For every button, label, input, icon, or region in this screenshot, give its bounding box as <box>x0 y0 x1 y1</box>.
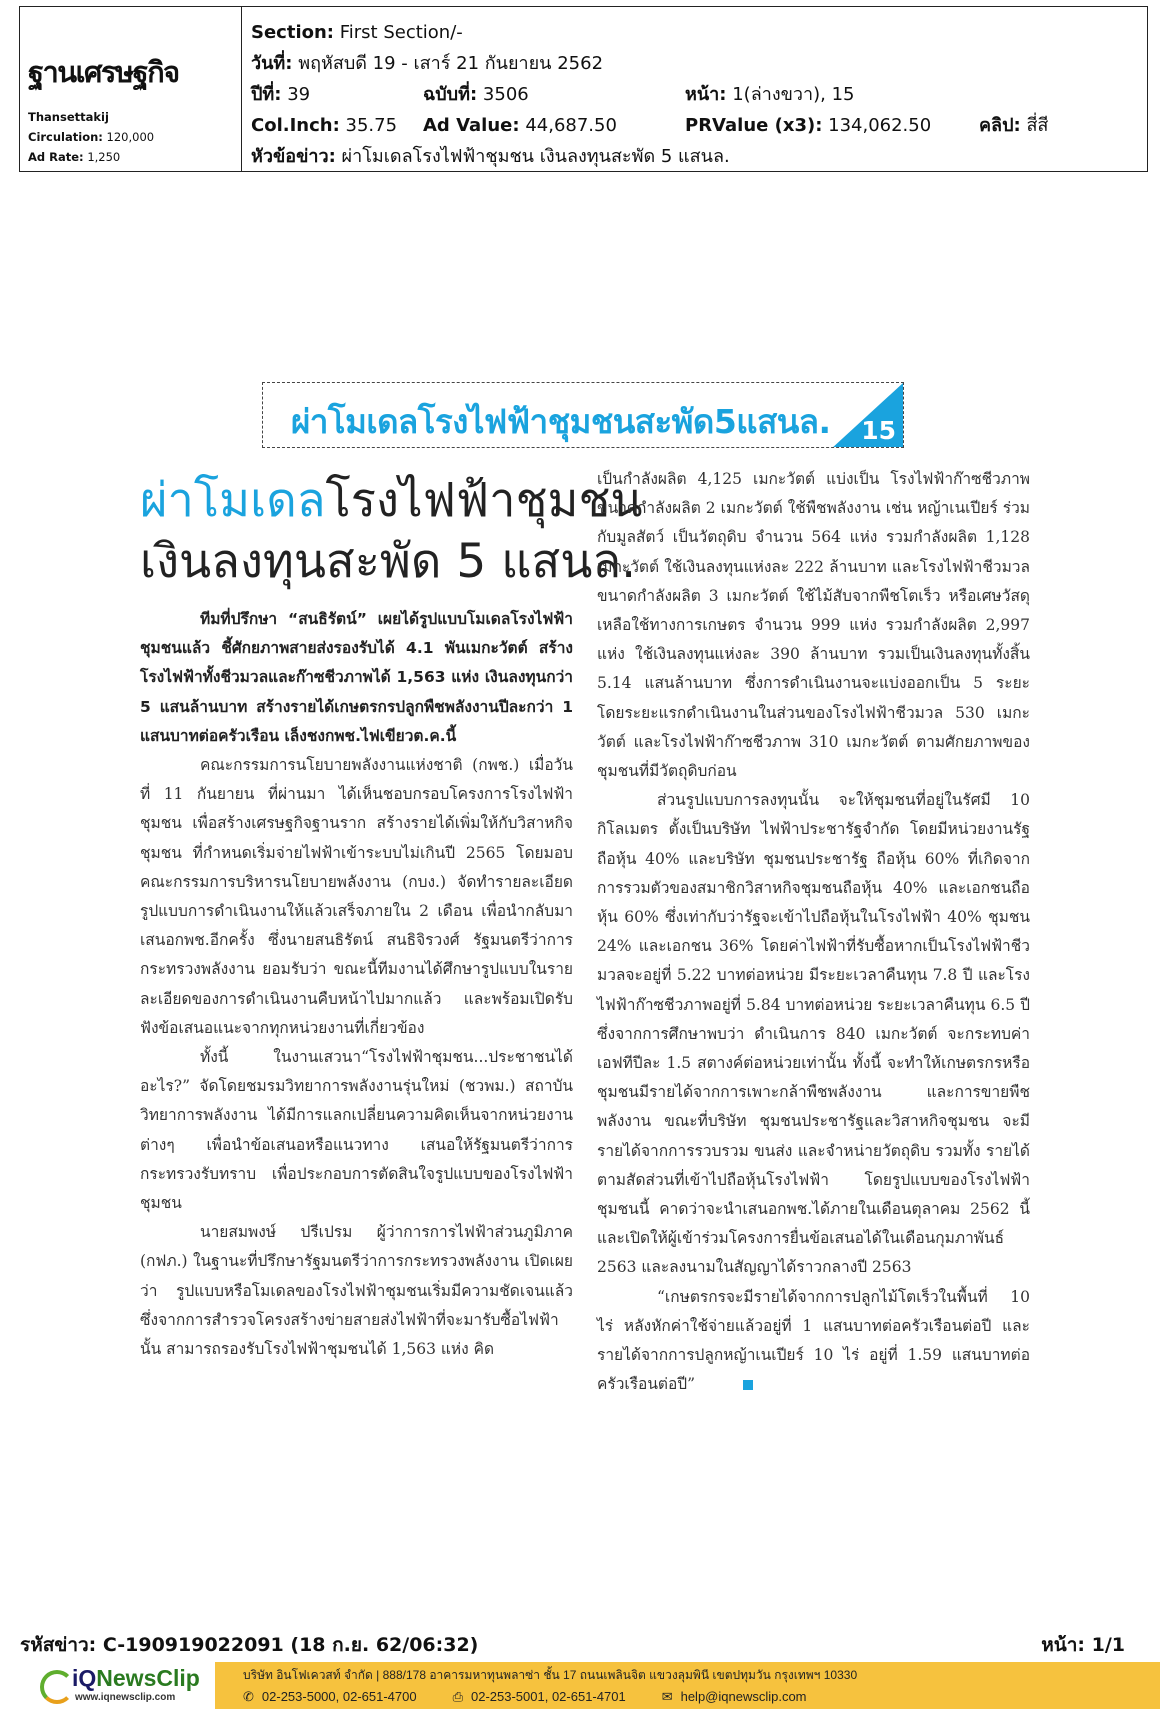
fax-numbers: 02-253-5001, 02-651-4701 <box>471 1689 626 1704</box>
date-value: พฤหัสบดี 19 - เสาร์ 21 กันยายน 2562 <box>298 53 604 74</box>
phone-numbers: 02-253-5000, 02-651-4700 <box>261 1689 417 1704</box>
teaser-text: ผ่าโมเดลโรงไฟฟ้าชุมชนสะพัด5แสนล. <box>291 402 831 441</box>
colinch-label: Col.Inch: <box>251 115 340 136</box>
article-lead: ทีมที่ปรึกษา “สนธิรัตน์” เผยได้รูปแบบโมเดลโรงไฟฟ้าชุมชนแล้ว ชี้ศักยภาพสายส่งรองรับได้ 4.1 พันเมกะวัตต์ สร้างโรงไฟฟ้าทั้งชีวมวลและก๊าซชีวภาพได้ 1,563 แห่ง เงินลงทุนกว่า 5 แสนล้านบาท สร้างรายได้เกษตรกรปลูกพืชพลังงานปีละกว่า 1 แสนบาทต่อครัวเรือน เล็งชงกพช.ไฟเขียวต.ค.นี้ <box>140 610 573 745</box>
email-address[interactable]: help@iqnewsclip.com <box>680 1689 807 1704</box>
headline-row <box>251 141 1147 172</box>
page-value: 1(ล่างขวา), 15 <box>732 84 855 105</box>
headline-line-2: เงินลงทุนสะพัด 5 แสนล. <box>140 534 637 589</box>
publication-name-en: Thansettakij <box>28 110 109 124</box>
company-address: บริษัท อินโฟเควสท์ จำกัด | 888/178 อาคารมหาทุนพลาซ่า ชั้น 17 ถนนเพลินจิต แขวงลุมพินี เขตปทุมวัน กรุงเทพฯ 10330 <box>243 1668 858 1682</box>
logo-text-b: NewsClip <box>96 1665 200 1691</box>
prvalue-label: PRValue (x3): <box>685 115 823 136</box>
section-label: Section: <box>251 22 334 43</box>
phone-icon: ✆ <box>243 1689 254 1704</box>
page-label: หน้า: <box>685 84 727 105</box>
teaser-page-number: 15 <box>861 416 896 445</box>
date-row <box>251 48 1147 79</box>
article-quote <box>597 1283 1030 1400</box>
issue-label: ฉบับที่: <box>423 84 478 105</box>
ad-rate <box>28 147 235 167</box>
article-column-right <box>597 465 1030 1400</box>
headline-label: หัวข้อข่าว: <box>251 146 336 167</box>
article-paragraph: นายสมพงษ์ ปรีเปรม ผู้ว่าการการไฟฟ้าส่วนภูมิภาค (กฟภ.) ในฐานะที่ปรึกษารัฐมนตรีว่าการกระทรวงพลังงาน เปิดเผยว่า รูปแบบหรือโมเดลของโรงไฟฟ้าชุมชนเริ่มมีความชัดเจนแล้ว ซึ่งจากการสำรวจโครงสร้างข่ายสายส่งไฟฟ้าที่จะมารับซื้อไฟฟ้านั้น สามารถรองรับโรงไฟฟ้าชุมชนได้ 1,563 แห่ง คิด <box>140 1223 573 1359</box>
iqnewsclip-logo <box>0 1662 215 1709</box>
clip-info-box <box>19 6 1148 172</box>
logo-text-a: iQ <box>72 1665 97 1691</box>
article-column-left <box>140 605 573 1364</box>
circulation-label: Circulation: <box>28 130 103 144</box>
section-value: First Section/- <box>339 22 463 43</box>
year-label: ปีที่: <box>251 84 282 105</box>
contact-row <box>243 1686 1160 1707</box>
news-id: รหัสข่าว: C-190919022091 (18 ก.ย. 62/06:32) <box>20 1634 479 1656</box>
fax-icon: ⎙ <box>452 1689 463 1704</box>
ad-rate-value: 1,250 <box>87 150 121 164</box>
end-of-article-mark <box>743 1380 753 1390</box>
issue-row <box>251 79 1147 110</box>
colinch-value: 35.75 <box>345 115 398 136</box>
logo-wordmark <box>72 1665 200 1692</box>
front-page-teaser <box>262 382 904 448</box>
year-value: 39 <box>287 84 311 105</box>
article-headline <box>140 470 643 592</box>
ad-rate-label: Ad Rate: <box>28 150 84 164</box>
prvalue-value: 134,062.50 <box>828 115 932 136</box>
date-label: วันที่: <box>251 53 293 74</box>
mail-icon: ✉ <box>661 1689 673 1704</box>
quote-text: “เกษตรกรจะมีรายได้จากการปลูกไม้โตเร็วในพื้นที่ 10 ไร่ หลังหักค่าใช้จ่ายแล้วอยู่ที่ 1 แสนบาทต่อครัวเรือนต่อปี และรายได้จากการปลูกหญ้าเนเปียร์ 10 ไร่ อยู่ที่ 1.59 แสนบาทต่อครัวเรือนต่อปี” <box>597 1287 1030 1394</box>
clip-details <box>242 7 1147 171</box>
clip-value: สี่สี <box>1026 115 1049 136</box>
publication-logo: ฐานเศรษฐกิจ <box>28 55 179 89</box>
issue-value: 3506 <box>482 84 529 105</box>
logo-swoosh-icon <box>40 1670 74 1704</box>
circulation-value: 120,000 <box>106 130 155 144</box>
article-paragraph: ส่วนรูปแบบการลงทุนนั้น จะให้ชุมชนที่อยู่ในรัศมี 10 กิโลเมตร ตั้งเป็นบริษัท ไฟฟ้าประชารัฐจำกัด โดยมีหน่วยงานรัฐถือหุ้น 40% และบริษัท ชุมชนประชารัฐ ถือหุ้น 60% ที่เกิดจากการรวมตัวของสมาชิกวิสาหกิจชุมชนถือหุ้น 40% และเอกชนถือหุ้น 60% ซึ่งเท่ากับว่ารัฐจะเข้าไปถือหุ้นในโรงไฟฟ้า 40% ชุมชน 24% และเอกชน 36% โดยค่าไฟฟ้าที่รับซื้อหากเป็นโรงไฟฟ้าชีวมวลจะอยู่ที่ 5.22 บาทต่อหน่วย มีระยะเวลาคืนทุน 7.8 ปี และโรงไฟฟ้าก๊าซชีวภาพอยู่ที่ 5.84 บาทต่อหน่วย ระยะเวลาคืนทุน 6.5 ปี ซึ่งจากการศึกษาพบว่า ดำเนินการ 840 เมกะวัตต์ จะกระทบค่าเอฟทีปีละ 1.5 สตางค์ต่อหน่วยเท่านั้น ทั้งนี้ จะทำให้เกษตรกรหรือชุมชนมีรายได้จากการเพาะกล้าพืชพลังงาน และการขายพืชพลังงาน ขณะที่บริษัท ชุมชนประชารัฐและวิสาหกิจชุมชน จะมีรายได้จากการรวบรวม ขนส่ง และจำหน่ายวัตถุดิบ รวมทั้ง รายได้ตามสัดส่วนที่เข้าไปถือหุ้นโรงไฟฟ้า โดยรูปแบบของโรงไฟฟ้าชุมชนนี้ คาดว่าจะนำเสนอกพช.ได้ภายในเดือนตุลาคม 2562 นี้ และเปิดให้ผู้เข้าร่วมโครงการยื่นข้อเสนอได้ในเดือนกุมภาพันธ์ 2563 และลงนามในสัญญาได้ราวกลางปี 2563 <box>597 791 1030 1277</box>
company-info <box>215 1662 1160 1709</box>
article-paragraph: ทั้งนี้ ในงานเสวนา“โรงไฟฟ้าชุมชน...ประชาชนได้อะไร?” จัดโดยชมรมวิทยาการพลังงานรุ่นใหม่ (ชวพม.) สถาบันวิทยาการพลังงาน ได้มีการแลกเปลี่ยนความคิดเห็นจากหน่วยงานต่างๆ เพื่อนำข้อเสนอหรือแนวทาง เสนอให้รัฐมนตรีว่าการกระทรวงรับทราบ เพื่อประกอบการตัดสินใจรูปแบบของโรงไฟฟ้าชุมชน <box>140 1048 573 1213</box>
headline-value: ผ่าโมเดลโรงไฟฟ้าชุมชน เงินลงทุนสะพัด 5 แสนล. <box>341 146 730 167</box>
publication-panel <box>20 7 242 171</box>
clip-label: คลิป: <box>979 115 1021 136</box>
logo-url: www.iqnewsclip.com <box>75 1692 176 1703</box>
footer-bar <box>0 1662 1160 1709</box>
article-paragraph: เป็นกำลังผลิต 4,125 เมกะวัตต์ แบ่งเป็น โรงไฟฟ้าก๊าซชีวภาพขนาดกำลังผลิต 2 เมกะวัตต์ ใช้พืชพลังงาน เช่น หญ้าเนเปียร์ ร่วมกับมูลสัตว์ เป็นวัตถุดิบ จำนวน 564 แห่ง รวมกำลังผลิต 1,128 เมกะวัตต์ ใช้เงินลงทุนแห่งละ 222 ล้านบาท และโรงไฟฟ้าชีวมวล ขนาดกำลังผลิต 3 เมกะวัตต์ ใช้ไม้สับจากพืชโตเร็ว หรือเศษวัสดุเหลือใช้ทางการเกษตร จำนวน 999 แห่ง รวมกำลังผลิต 2,997 แห่ง ใช้เงินลงทุนแห่งละ 390 ล้านบาท รวมเป็นเงินลงทุนทั้งสิ้น 5.14 แสนล้านบาท ซึ่งการดำเนินงานจะแบ่งออกเป็น 5 ระยะ โดยระยะแรกดำเนินงานในส่วนของโรงไฟฟ้าชีวมวล 530 เมกะวัตต์ และโรงไฟฟ้าก๊าซชีวภาพ 310 เมกะวัตต์ ตามศักยภาพของชุมชนที่มีวัตถุดิบก่อน <box>597 470 1030 781</box>
headline-highlight: ผ่าโมเดล <box>140 473 326 528</box>
page-counter: หน้า: 1/1 <box>1041 1634 1125 1656</box>
article-paragraph: คณะกรรมการนโยบายพลังงานแห่งชาติ (กพช.) เมื่อวันที่ 11 กันยายน ที่ผ่านมา ได้เห็นชอบกรอบโครงการโรงไฟฟ้าชุมชน เพื่อสร้างเศรษฐกิจฐานราก สร้างรายได้เพิ่มให้กับวิสาหกิจชุมชน ที่กำหนดเริ่มจ่ายไฟฟ้าเข้าระบบไม่เกินปี 2565 โดยมอบคณะกรรมการบริหารนโยบายพลังงาน (กบง.) จัดทำรายละเอียดรูปแบบการดำเนินงานให้แล้วเสร็จภายใน 2 เดือน เพื่อนำกลับมาเสนอกพช.อีกครั้ง ซึ่งนายสนธิรัตน์ สนธิจิรวงศ์ รัฐมนตรีว่าการกระทรวงพลังงาน ยอมรับว่า ขณะนี้ทีมงานได้ศึกษารูปแบบในรายละเอียดของการดำเนินงานคืบหน้าไปมากแล้ว และพร้อมเปิดรับฟังข้อเสนอแนะจากทุกหน่วยงานที่เกี่ยวข้อง <box>140 756 573 1037</box>
advalue-label: Ad Value: <box>423 115 520 136</box>
circulation <box>28 127 235 147</box>
section-row <box>251 17 1147 48</box>
advalue-value: 44,687.50 <box>525 115 617 136</box>
value-row <box>251 110 1147 141</box>
headline-rest: โรงไฟฟ้าชุมชน <box>325 473 643 528</box>
